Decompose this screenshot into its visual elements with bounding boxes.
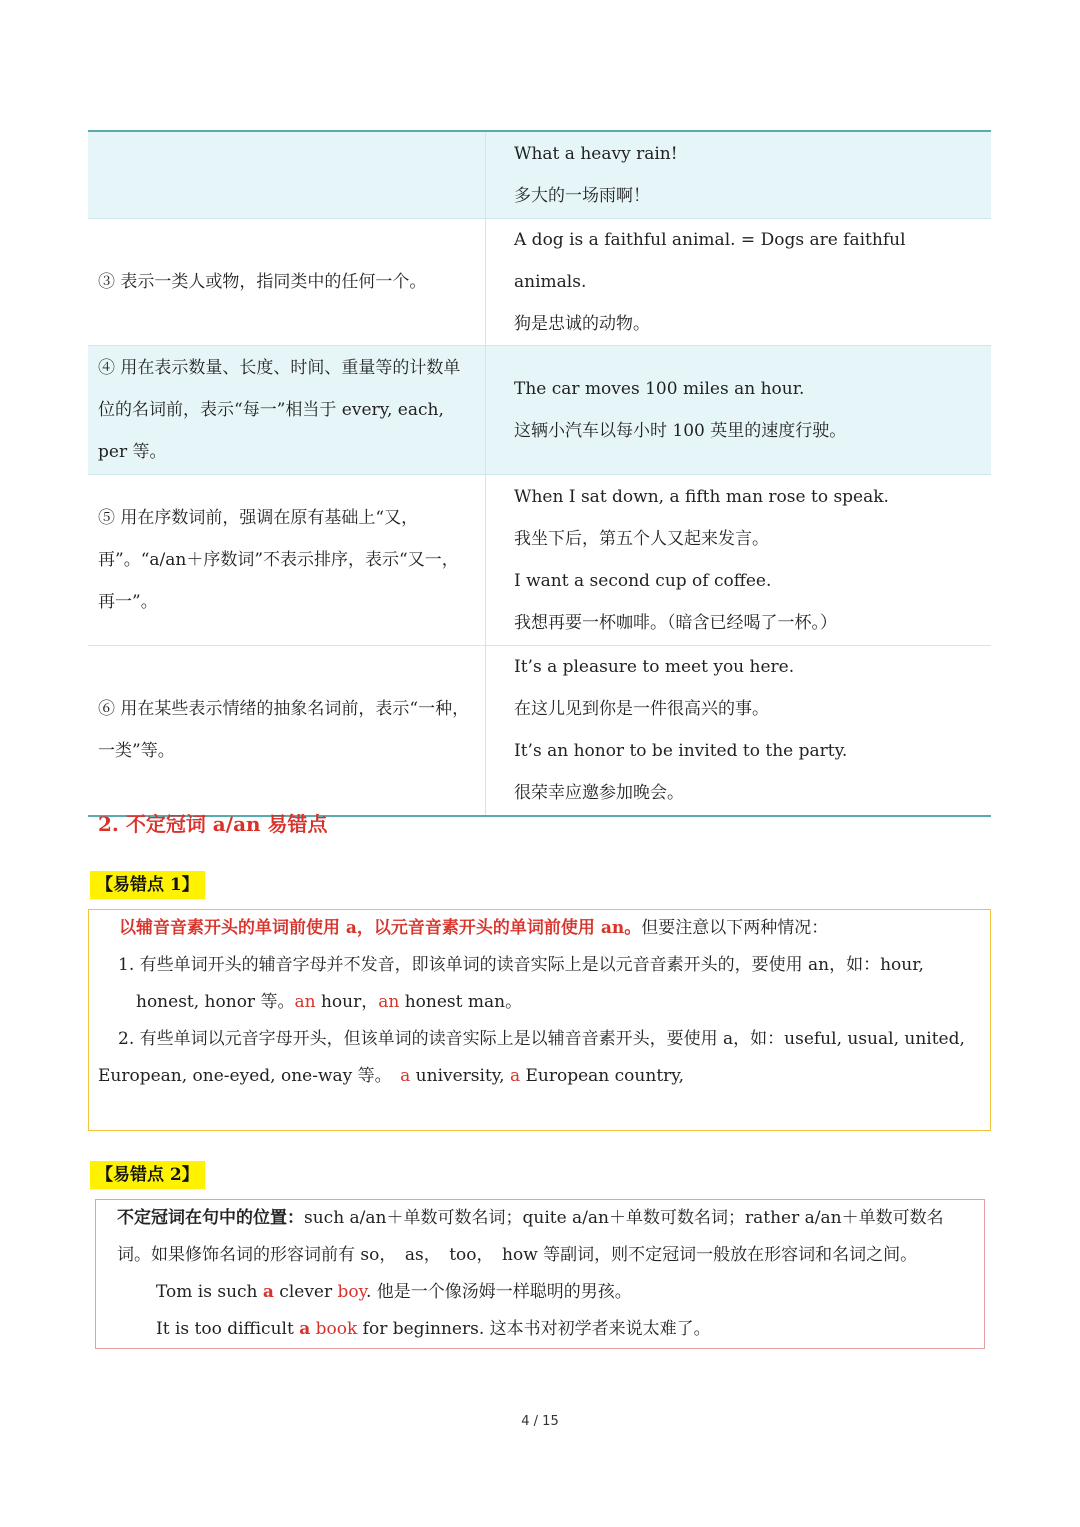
example-text: It is too difficult [156,1319,300,1339]
item-1-words: honest, honor 等。 [136,992,295,1012]
article-highlight: an [378,992,400,1012]
item-1-text: 1. 有些单词开头的辅音字母并不发音，即该单词的读音实际上是以元音音素开头的，要使用 an，如：hour, [118,955,924,975]
example-cell [486,474,992,645]
usage-cell: ⑤ 用在序数词前，强调在原有基础上“又，再”。“a/an＋序数词”不表示排序，表示“又一，再一”。 [98,507,459,612]
rule-text: 但要注意以下两种情况： [641,918,829,938]
example-line: I want a second cup of coffee. [514,570,772,591]
example-word: university, [410,1066,510,1086]
table-row [88,131,991,218]
example-sentence-1 [117,1274,974,1311]
item-2-text [98,1021,981,1095]
example-text: Tom is such [156,1282,263,1302]
item-1-examples [98,984,981,1021]
example-line: 我想再要一杯咖啡。（暗含已经喝了一杯。） [514,612,837,633]
example-line: 很荣幸应邀参加晚会。 [514,783,684,804]
usage-cell: ④ 用在表示数量、长度、时间、重量等的计数单位的名词前，表示“每一”相当于 every, each, per 等。 [98,357,461,462]
example-line: A dog is a faithful animal. = Dogs are faithful animals. [514,229,906,292]
error-point-2-box [95,1199,985,1349]
error-point-1-box [88,909,991,1131]
example-line: It’s an honor to be invited to the party. [514,741,848,762]
table-row [88,218,991,345]
example-cell [486,218,992,345]
example-word: European country, [520,1066,685,1086]
example-cell [486,345,992,474]
item-2-rule: 2. 有些单词以元音字母开头，但该单词的读音实际上是以辅音音素开头，要使用 a，如：useful, usual, united, European, one-eyed, one-way 等。 [98,1029,982,1086]
usage-cell: ③ 表示一类人或物，指同类中的任何一个。 [98,271,427,292]
article-highlight: a [509,1066,521,1086]
table-row [88,474,991,645]
example-word: honest man。 [399,992,523,1012]
error-point-2-tag: 【易错点 2】 [90,1161,205,1189]
example-cell [486,645,992,816]
noun-highlight: boy [337,1282,366,1302]
example-text: clever [273,1282,338,1302]
example-cell [486,131,992,218]
example-line: 我坐下后，第五个人又起来发言。 [514,528,769,549]
page-number: 4 / 15 [521,1414,559,1429]
example-line: 狗是忠诚的动物。 [514,313,650,334]
example-line: 在这儿见到你是一件很高兴的事。 [514,699,769,720]
example-word: hour， [315,992,379,1012]
example-line: It’s a pleasure to meet you here. [514,657,795,678]
rule-highlight: 不定冠词在句中的位置： [117,1208,304,1228]
rule-paragraph [96,1200,974,1274]
table-row [88,645,991,816]
example-line: The car moves 100 miles an hour. [514,378,805,399]
usage-cell: ⑥ 用在某些表示情绪的抽象名词前，表示“一种，一类”等。 [98,699,470,762]
usage-table [88,130,991,817]
example-text: . 他是一个像汤姆一样聪明的男孩。 [366,1282,632,1302]
article-highlight: a [262,1282,274,1302]
example-line: What a heavy rain! [514,143,678,164]
example-line: 多大的一场雨啊！ [514,185,650,206]
section-title: 2. 不定冠词 a/an 易错点 [98,812,328,836]
rule-highlight: 以辅音音素开头的单词前使用 a，以元音音素开头的单词前使用 an。 [119,918,642,938]
example-line: When I sat down, a fifth man rose to speak. [514,486,889,507]
usage-cell [88,131,486,218]
rule-text: such a/an＋单数可数名词；quite a/an＋单数可数名词；rather a/an＋单数可数名词。如果修饰名词的形容词前有 so， as， too， how 等副词，则不定冠词一般放在形容词和名词之间。 [117,1208,944,1265]
table-row [88,345,991,474]
article-highlight: an [294,992,316,1012]
article-highlight: a [400,1066,411,1086]
rule-paragraph [98,910,981,947]
example-text: for beginners. 这本书对初学者来说太难了。 [357,1319,711,1339]
example-sentence-2 [117,1311,974,1348]
example-line: 这辆小汽车以每小时 100 英里的速度行驶。 [514,420,847,441]
error-point-1-tag: 【易错点 1】 [90,871,205,899]
noun-highlight: book [315,1319,358,1339]
article-highlight: a [299,1319,311,1339]
